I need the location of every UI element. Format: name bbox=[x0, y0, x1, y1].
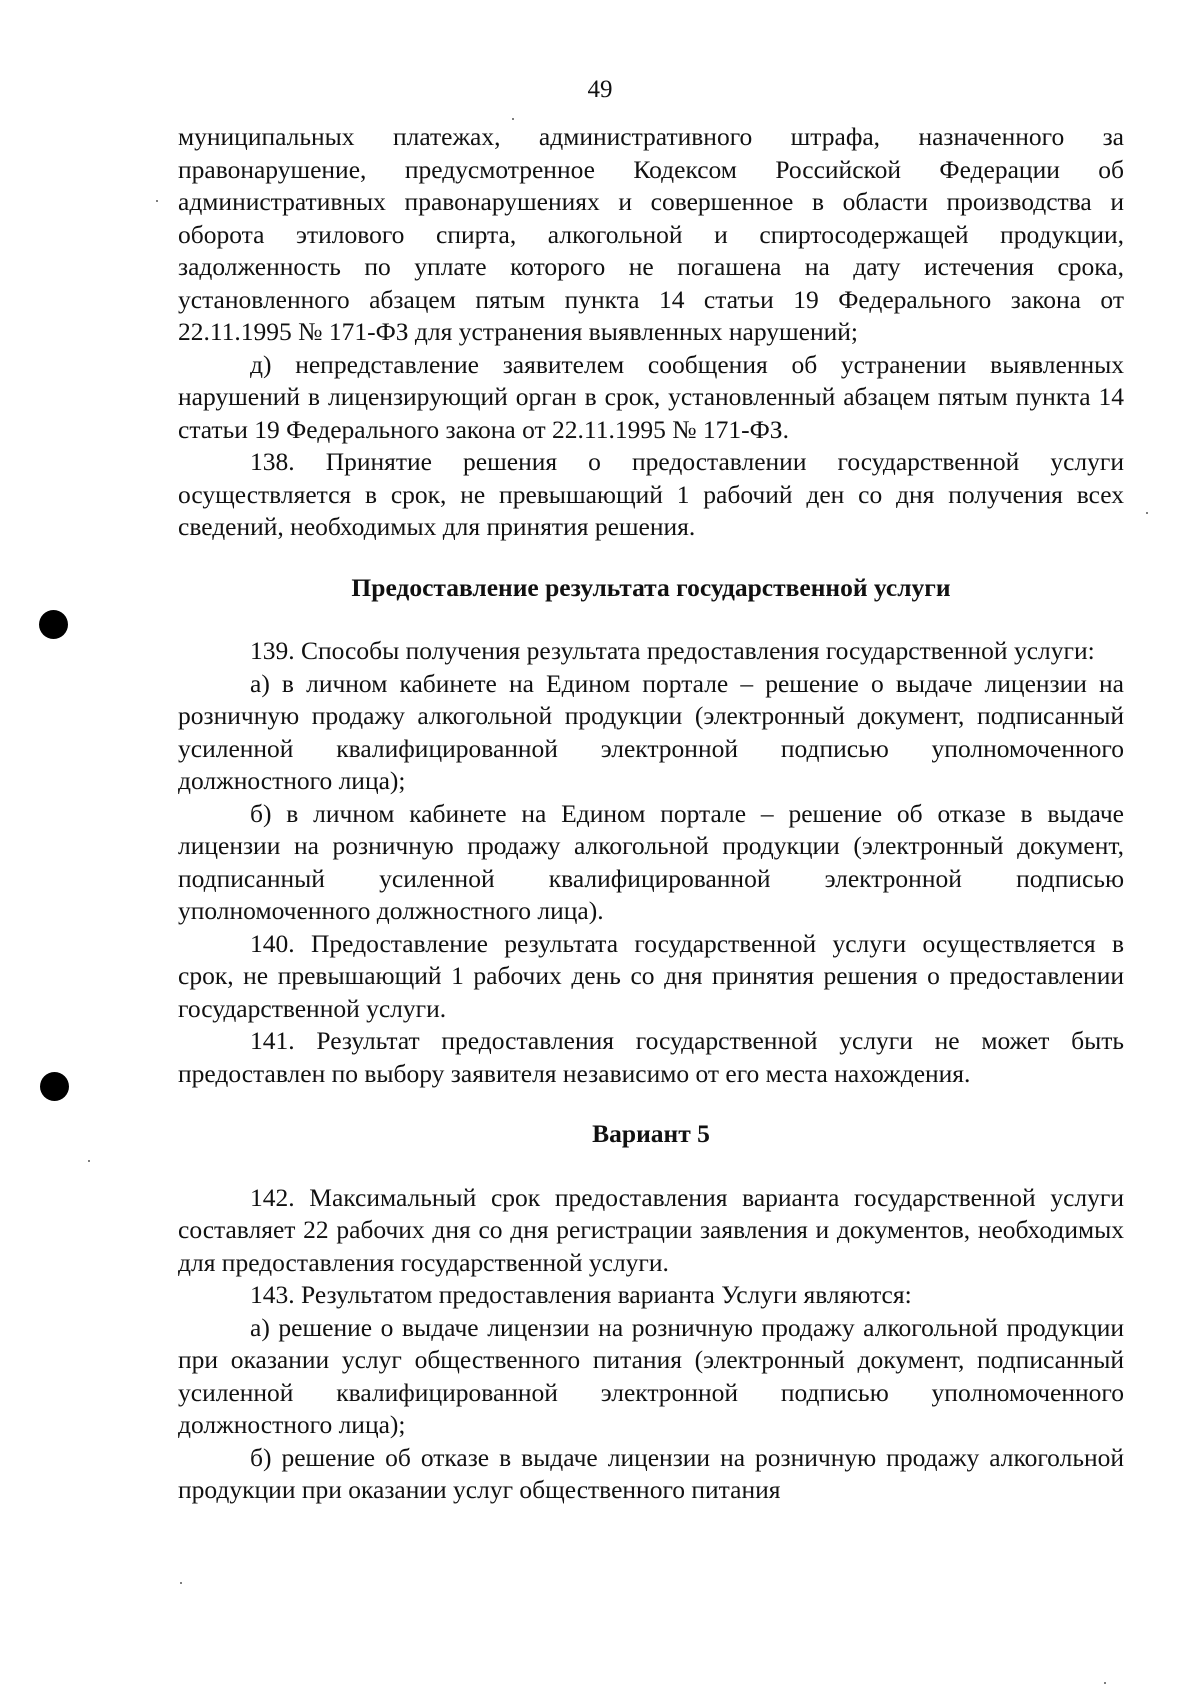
paragraph-142: 142. Максимальный срок предоставления варианта государственной услуги составляет 22 рабочих дня со дня регистрации заявления и документов, необходимых для предоставления государственной услуги. bbox=[178, 1182, 1124, 1277]
scan-speck bbox=[1104, 1682, 1106, 1684]
document-body bbox=[178, 121, 1124, 1507]
scan-speck bbox=[180, 1582, 182, 1584]
paragraph-143-b: б) решение об отказе в выдаче лицензии на розничную продажу алкогольной продукции при оказании услуг общественного питания bbox=[178, 1442, 1124, 1504]
paragraph-item-d: д) непредставление заявителем сообщения об устранении выявленных нарушений в лицензирующий орган в срок, установленный абзацем пятым пункта 14 статьи 19 Федерального закона от 22.11.1995 № 171-ФЗ. bbox=[178, 349, 1124, 444]
paragraph-139-a: а) в личном кабинете на Едином портале – решение о выдаче лицензии на розничную продажу алкогольной продукции (электронный документ, подписанный усиленной квалифицированной электронной подписью уполномоченного должностного лица); bbox=[178, 668, 1124, 795]
paragraph-143-a: а) решение о выдаче лицензии на розничную продажу алкогольной продукции при оказании услуг общественного питания (электронный документ, подписанный усиленной квалифицированной электронной подписью уполномоченного должностного лица); bbox=[178, 1312, 1124, 1439]
paragraph-138: 138. Принятие решения о предоставлении государственной услуги осуществляется в срок, не превышающий 1 рабочий ден со дня получения всех сведений, необходимых для принятия решения. bbox=[178, 447, 1124, 541]
scan-speck bbox=[156, 200, 158, 202]
paragraph-143: 143. Результатом предоставления варианта Услуги являются: bbox=[250, 1280, 912, 1309]
scan-speck bbox=[1146, 512, 1148, 514]
paragraph-139: 139. Способы получения результата предоставления государственной услуги: bbox=[250, 636, 1095, 665]
paragraph-141: 141. Результат предоставления государственной услуги не может быть предоставлен по выбору заявителя независимо от его места нахождения. bbox=[178, 1026, 1124, 1088]
punch-hole-mark bbox=[39, 610, 68, 639]
paragraph-continuation: муниципальных платежах, административного штрафа, назначенного за правонарушение, предусмотренное Кодексом Российской Федерации об административных правонарушениях и совершенное в области производства и оборота этилового спирта, алкогольной и спиртосодержащей продукции, задолженность по уплате которого не погашена на дату истечения срока, установленного абзацем пятым пункта 14 статьи 19 Федерального закона от 22.11.1995 № 171-ФЗ для устранения выявленных нарушений; bbox=[178, 122, 1124, 346]
paragraph-140: 140. Предоставление результата государственной услуги осуществляется в срок, не превышающий 1 рабочих день со дня принятия решения о предоставлении государственной услуги. bbox=[178, 928, 1124, 1023]
punch-hole-mark bbox=[40, 1072, 69, 1101]
section-heading-result: Предоставление результата государственной услуги bbox=[351, 572, 951, 602]
section-heading-variant-5: Вариант 5 bbox=[592, 1119, 710, 1148]
page-number: 49 bbox=[587, 76, 613, 103]
scan-speck bbox=[88, 1160, 90, 1162]
paragraph-139-b: б) в личном кабинете на Едином портале – решение об отказе в выдаче лицензии на розничную продажу алкогольной продукции (электронный документ, подписанный усиленной квалифицированной электронной подписью уполномоченного должностного лица). bbox=[178, 798, 1124, 925]
scan-speck bbox=[512, 118, 514, 120]
